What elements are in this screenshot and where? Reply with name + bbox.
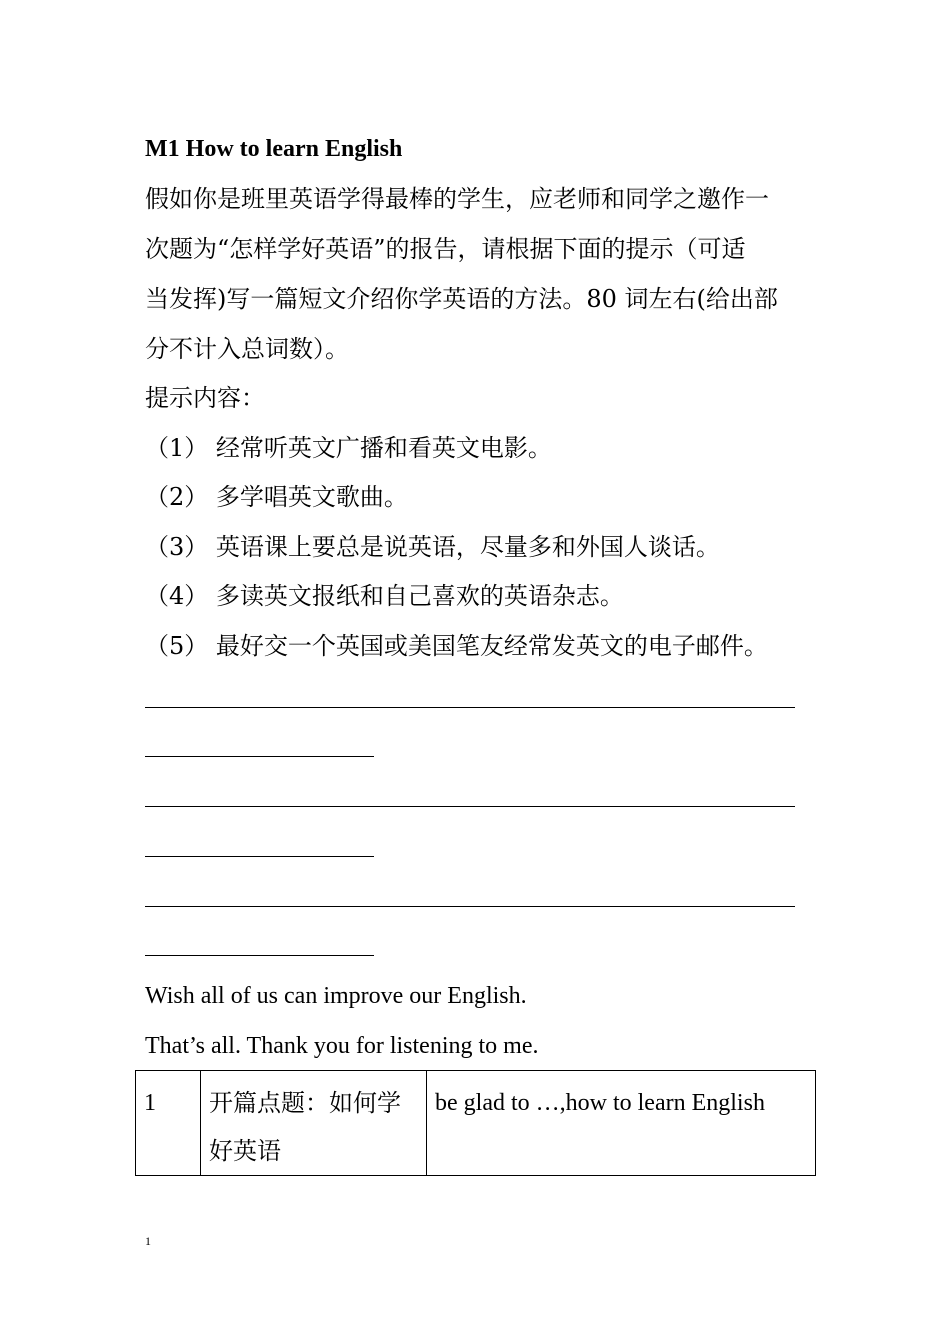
answer-line[interactable]	[145, 756, 374, 757]
answer-line[interactable]	[145, 707, 795, 708]
hint-item-4: （4） 多读英文报纸和自己喜欢的英语杂志。	[145, 582, 624, 610]
answer-line[interactable]	[145, 955, 374, 956]
answer-line[interactable]	[145, 856, 374, 857]
page-number: 1	[145, 1234, 151, 1248]
hint-item-2: （2） 多学唱英文歌曲。	[145, 483, 408, 511]
page-title: M1 How to learn English	[145, 136, 403, 162]
row-number: 1	[136, 1071, 201, 1176]
hint-item-5: （5） 最好交一个英国或美国笔友经常发英文的电子邮件。	[145, 632, 768, 660]
row-phrases: be glad to …,how to learn English	[427, 1071, 816, 1176]
hint-item-3: （3） 英语课上要总是说英语，尽量多和外国人谈话。	[145, 533, 720, 561]
prompt-line-3: 当发挥)写一篇短文介绍你学英语的方法。80 词左右(给出部	[145, 285, 778, 313]
hint-item-1: （1） 经常听英文广播和看英文电影。	[145, 434, 552, 462]
hints-heading: 提示内容：	[145, 384, 265, 412]
prompt-line-2: 次题为“怎样学好英语”的报告，请根据下面的提示（可适	[145, 235, 746, 263]
prompt-line-1: 假如你是班里英语学得最棒的学生，应老师和同学之邀作一	[145, 185, 769, 213]
prompt-line-4: 分不计入总词数）。	[145, 335, 349, 363]
row-topic: 开篇点题：如何学好英语	[201, 1071, 427, 1176]
answer-line[interactable]	[145, 906, 795, 907]
closing-line-2: That’s all. Thank you for listening to me.	[145, 1033, 539, 1059]
closing-line-1: Wish all of us can improve our English.	[145, 983, 527, 1009]
table-row	[136, 1071, 816, 1176]
hint-table	[135, 1070, 816, 1176]
answer-line[interactable]	[145, 806, 795, 807]
